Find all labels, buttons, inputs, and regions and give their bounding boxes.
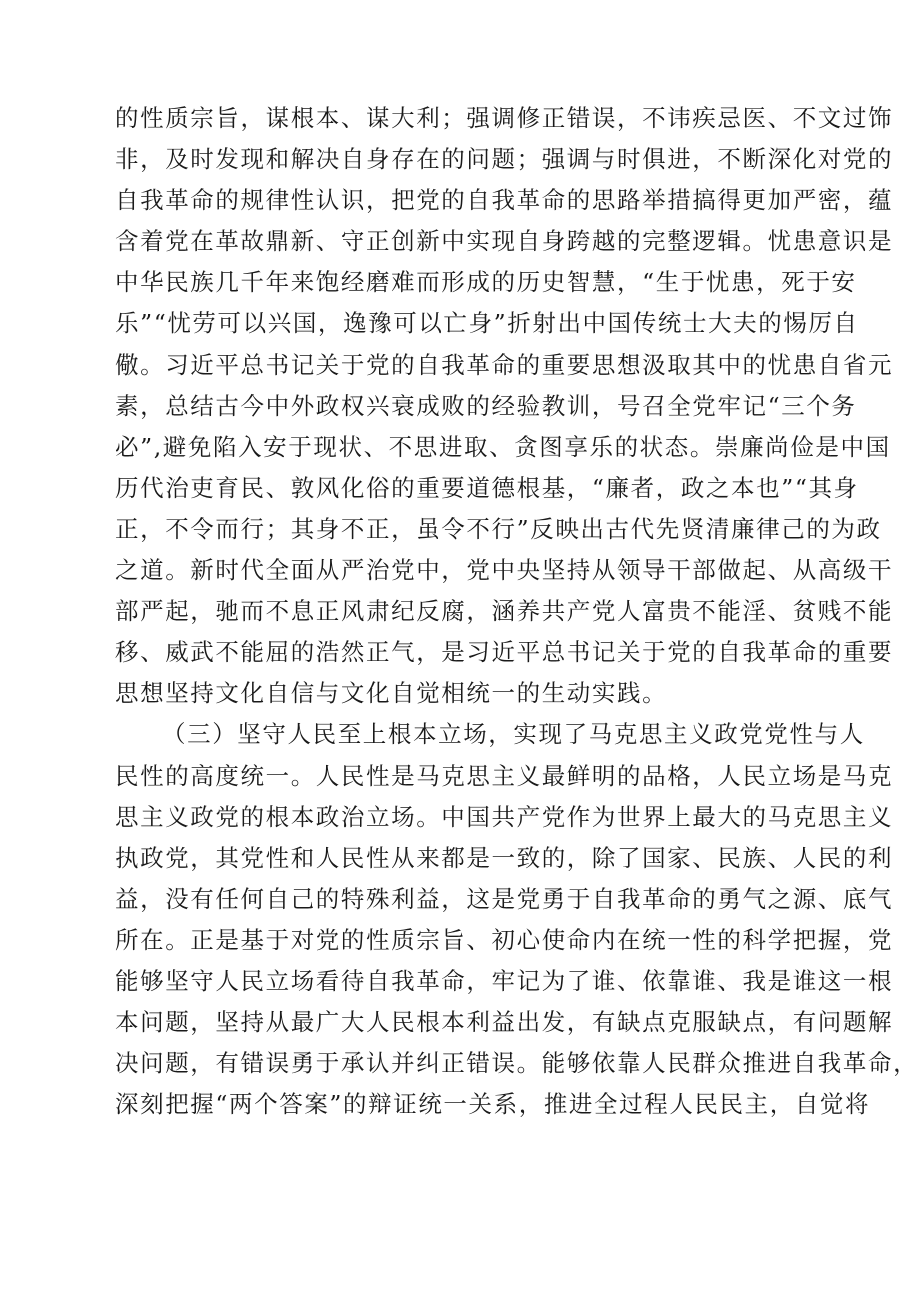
text-line: 儆。习近平总书记关于党的自我革命的重要思想汲取其中的忧患自省元: [115, 350, 894, 379]
text-line: 非，及时发现和解决自身存在的问题；强调与时俱进，不断深化对党的: [115, 145, 894, 174]
text-line: 乐”“忧劳可以兴国，逸豫可以亡身”折射出中国传统士大夫的惕厉自: [115, 309, 859, 338]
text-line: 民性的高度统一。人民性是马克思主义最鲜明的品格，人民立场是马克: [115, 761, 894, 790]
text-line: 能够坚守人民立场看待自我革命，牢记为了谁、依靠谁、我是谁这一根: [115, 966, 894, 995]
body-text: [115, 98, 919, 1125]
text-line: 部严起，驰而不息正风肃纪反腐，涵养共产党人富贵不能淫、贫贱不能: [115, 597, 894, 626]
text-line: 之道。新时代全面从严治党中，党中央坚持从领导干部做起、从高级干: [115, 556, 894, 585]
text-line: 素，总结古今中外政权兴衰成败的经验教训，号召全党牢记“三个务: [115, 391, 857, 420]
text-line: 移、威武不能屈的浩然正气，是习近平总书记关于党的自我革命的重要: [115, 638, 894, 667]
text-line: 决问题，有错误勇于承认并纠正错误。能够依靠人民群众推进自我革命，: [115, 1049, 919, 1078]
text-line: 历代治吏育民、敦风化俗的重要道德根基，“廉者，政之本也”“其身: [115, 473, 859, 502]
text-line: 必”,避免陷入安于现状、不思进取、贪图享乐的状态。崇廉尚俭是中国: [115, 432, 891, 461]
text-line: 正，不令而行；其身不正，虽令不行”反映出古代先贤清廉律己的为政: [115, 514, 882, 543]
text-line: 深刻把握“两个答案”的辩证统一关系，推进全过程人民民主，自觉将: [115, 1090, 871, 1119]
text-line: 本问题，坚持从最广大人民根本利益出发，有缺点克服缺点，有问题解: [115, 1008, 894, 1037]
text-line: 益，没有任何自己的特殊利益，这是党勇于自我革命的勇气之源、底气: [115, 884, 894, 913]
text-line: 中华民族几千年来饱经磨难而形成的历史智慧，“生于忧患，死于安: [115, 268, 857, 297]
paragraph-end-line: 思想坚持文化自信与文化自觉相统一的生动实践。: [115, 679, 668, 708]
section-heading-line: （三）坚守人民至上根本立场，实现了马克思主义政党党性与人: [162, 720, 865, 749]
text-line: 含着党在革故鼎新、守正创新中实现自身跨越的完整逻辑。忧患意识是: [115, 227, 894, 256]
text-line: 执政党，其党性和人民性从来都是一致的，除了国家、民族、人民的利: [115, 843, 894, 872]
text-line: 自我革命的规律性认识，把党的自我革命的思路举措搞得更加严密，蕴: [115, 186, 894, 215]
text-line: 所在。正是基于对党的性质宗旨、初心使命内在统一性的科学把握，党: [115, 925, 894, 954]
text-line: 的性质宗旨，谋根本、谋大利；强调修正错误，不讳疾忌医、不文过饰: [115, 104, 894, 132]
text-line: 思主义政党的根本政治立场。中国共产党作为世界上最大的马克思主义: [115, 802, 894, 831]
